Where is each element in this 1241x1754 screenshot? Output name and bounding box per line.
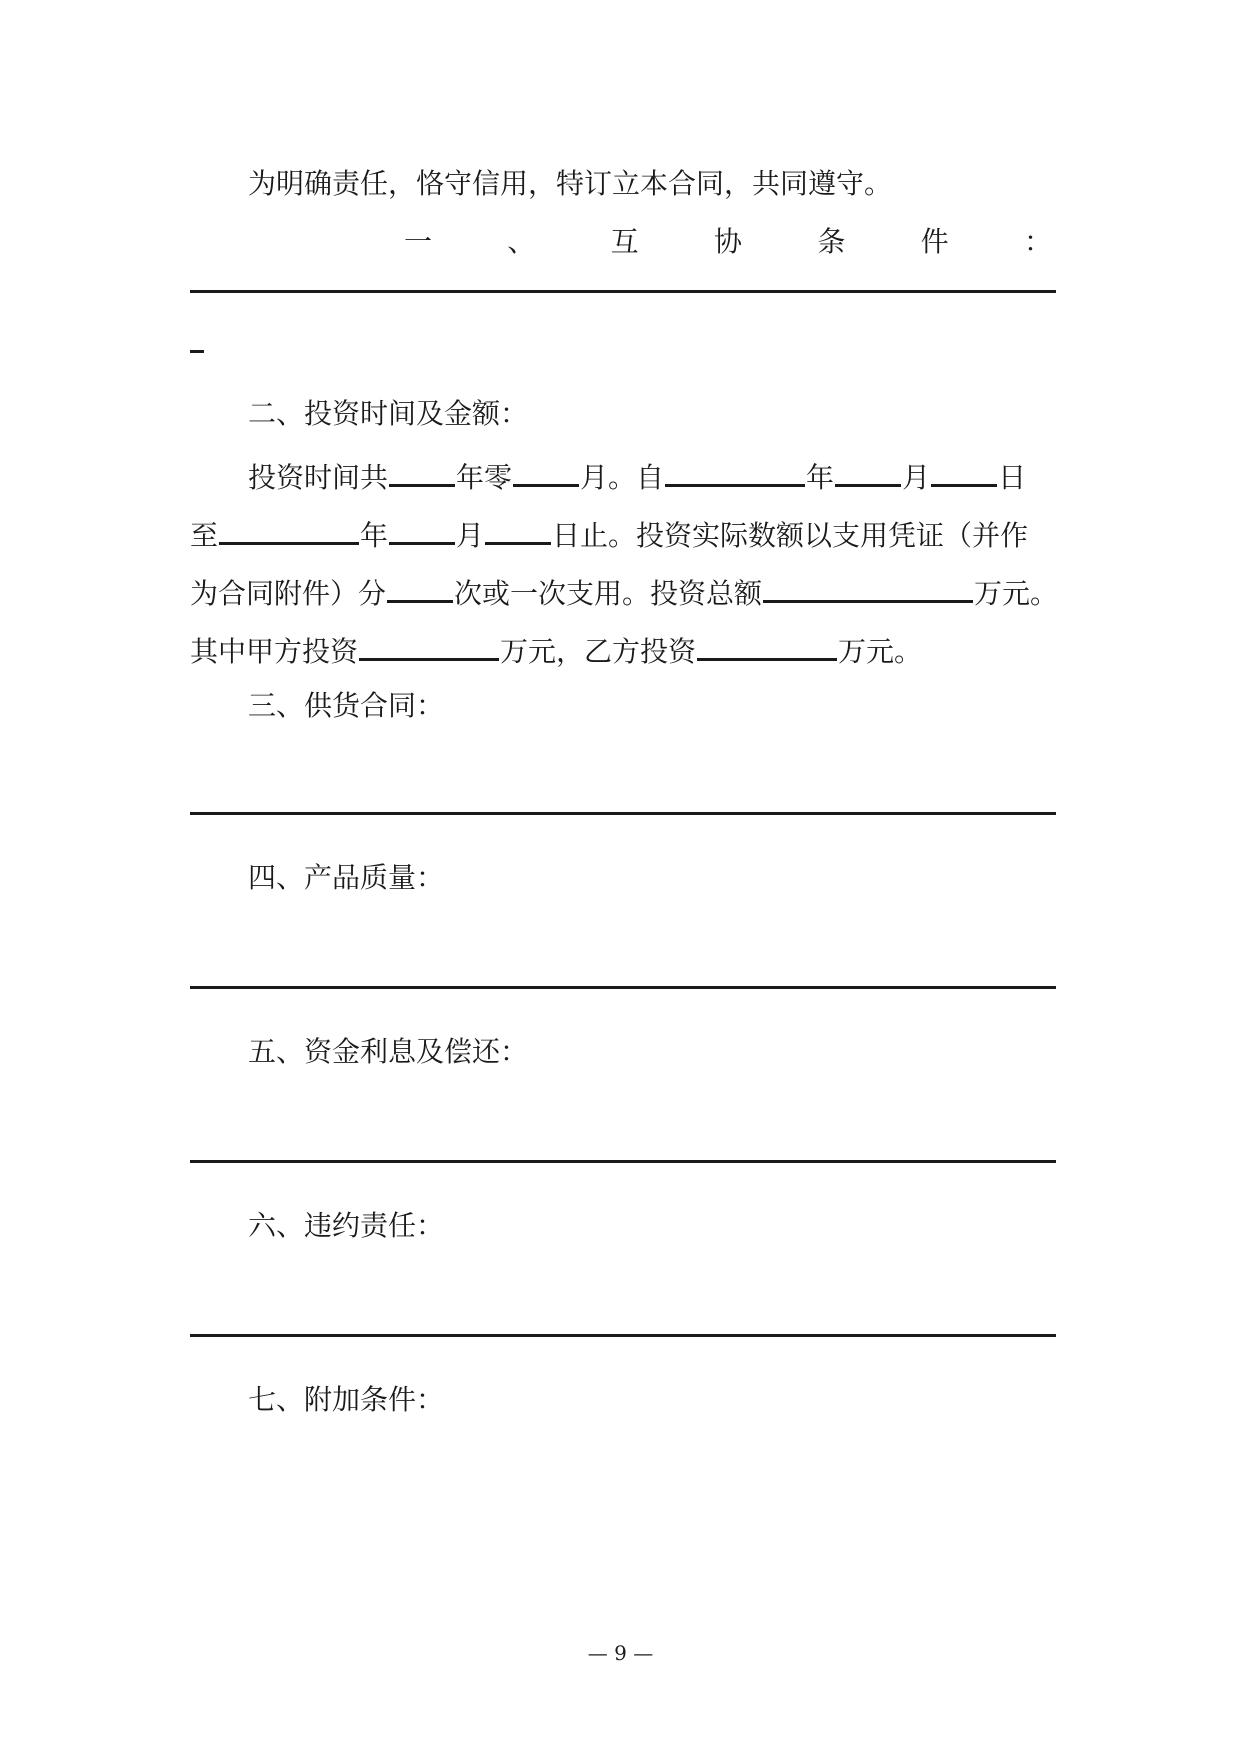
section1-char: 协 <box>713 225 742 258</box>
section2-line4 <box>190 628 1056 672</box>
blank-years[interactable] <box>389 454 455 487</box>
section1-char: ： <box>1023 225 1052 258</box>
text-segment: 年零 <box>456 461 513 494</box>
section4-heading: 四、产品质量： <box>248 861 445 894</box>
blank-start-year[interactable] <box>665 454 805 487</box>
section3-heading: 三、供货合同： <box>248 689 445 722</box>
text-segment: 年 <box>806 461 835 494</box>
blank-party-a-amount[interactable] <box>359 628 499 661</box>
section5-heading: 五、资金利息及偿还： <box>248 1035 529 1068</box>
blank-party-b-amount[interactable] <box>697 628 837 661</box>
section7-heading: 七、附加条件： <box>248 1383 445 1416</box>
blank-months[interactable] <box>513 454 579 487</box>
text-segment: 万元。 <box>974 577 1059 610</box>
section1-fill-line-tail <box>190 350 204 353</box>
section2-heading: 二、投资时间及金额： <box>248 397 529 430</box>
blank-start-day[interactable] <box>931 454 997 487</box>
text-segment: 投资时间共 <box>248 461 389 494</box>
section2-line3 <box>190 570 1059 614</box>
text-segment: 为合同附件）分 <box>190 577 387 610</box>
blank-installments[interactable] <box>387 570 453 603</box>
text-segment: 其中甲方投资 <box>190 635 359 668</box>
text-segment: 日止。投资实际数额以支用凭证（并作 <box>552 519 1029 552</box>
blank-start-month[interactable] <box>835 454 901 487</box>
text-segment: 年 <box>360 519 389 552</box>
page-number: — 9 — <box>587 1641 654 1665</box>
text-segment: 万元，乙方投资 <box>500 635 697 668</box>
section1-char: 、 <box>507 225 536 258</box>
text-segment: 日 <box>998 461 1027 494</box>
section2-line1 <box>248 454 1056 498</box>
text-segment: 次或一次支用。投资总额 <box>454 577 763 610</box>
section3-fill-line[interactable] <box>190 812 1056 815</box>
section1-char: 一 <box>404 225 433 258</box>
blank-total-amount[interactable] <box>763 570 973 603</box>
text-segment: 月 <box>456 519 485 552</box>
section5-fill-line[interactable] <box>190 1160 1056 1163</box>
text-segment: 月。自 <box>580 461 665 494</box>
section6-fill-line[interactable] <box>190 1334 1056 1337</box>
section1-char: 件 <box>920 225 949 258</box>
text-segment: 万元。 <box>838 635 923 668</box>
section2-line2 <box>190 512 1056 556</box>
blank-end-day[interactable] <box>485 512 551 545</box>
text-segment: 月 <box>902 461 931 494</box>
section4-fill-line[interactable] <box>190 986 1056 989</box>
section1-char: 互 <box>610 225 639 258</box>
section1-fill-line <box>190 290 1056 293</box>
blank-end-month[interactable] <box>389 512 455 545</box>
section6-heading: 六、违约责任： <box>248 1209 445 1242</box>
intro-paragraph: 为明确责任，恪守信用，特订立本合同，共同遵守。 <box>248 167 893 200</box>
text-segment: 至 <box>190 519 219 552</box>
blank-end-year[interactable] <box>219 512 359 545</box>
section1-char: 条 <box>817 225 846 258</box>
section1-heading <box>404 222 1052 262</box>
